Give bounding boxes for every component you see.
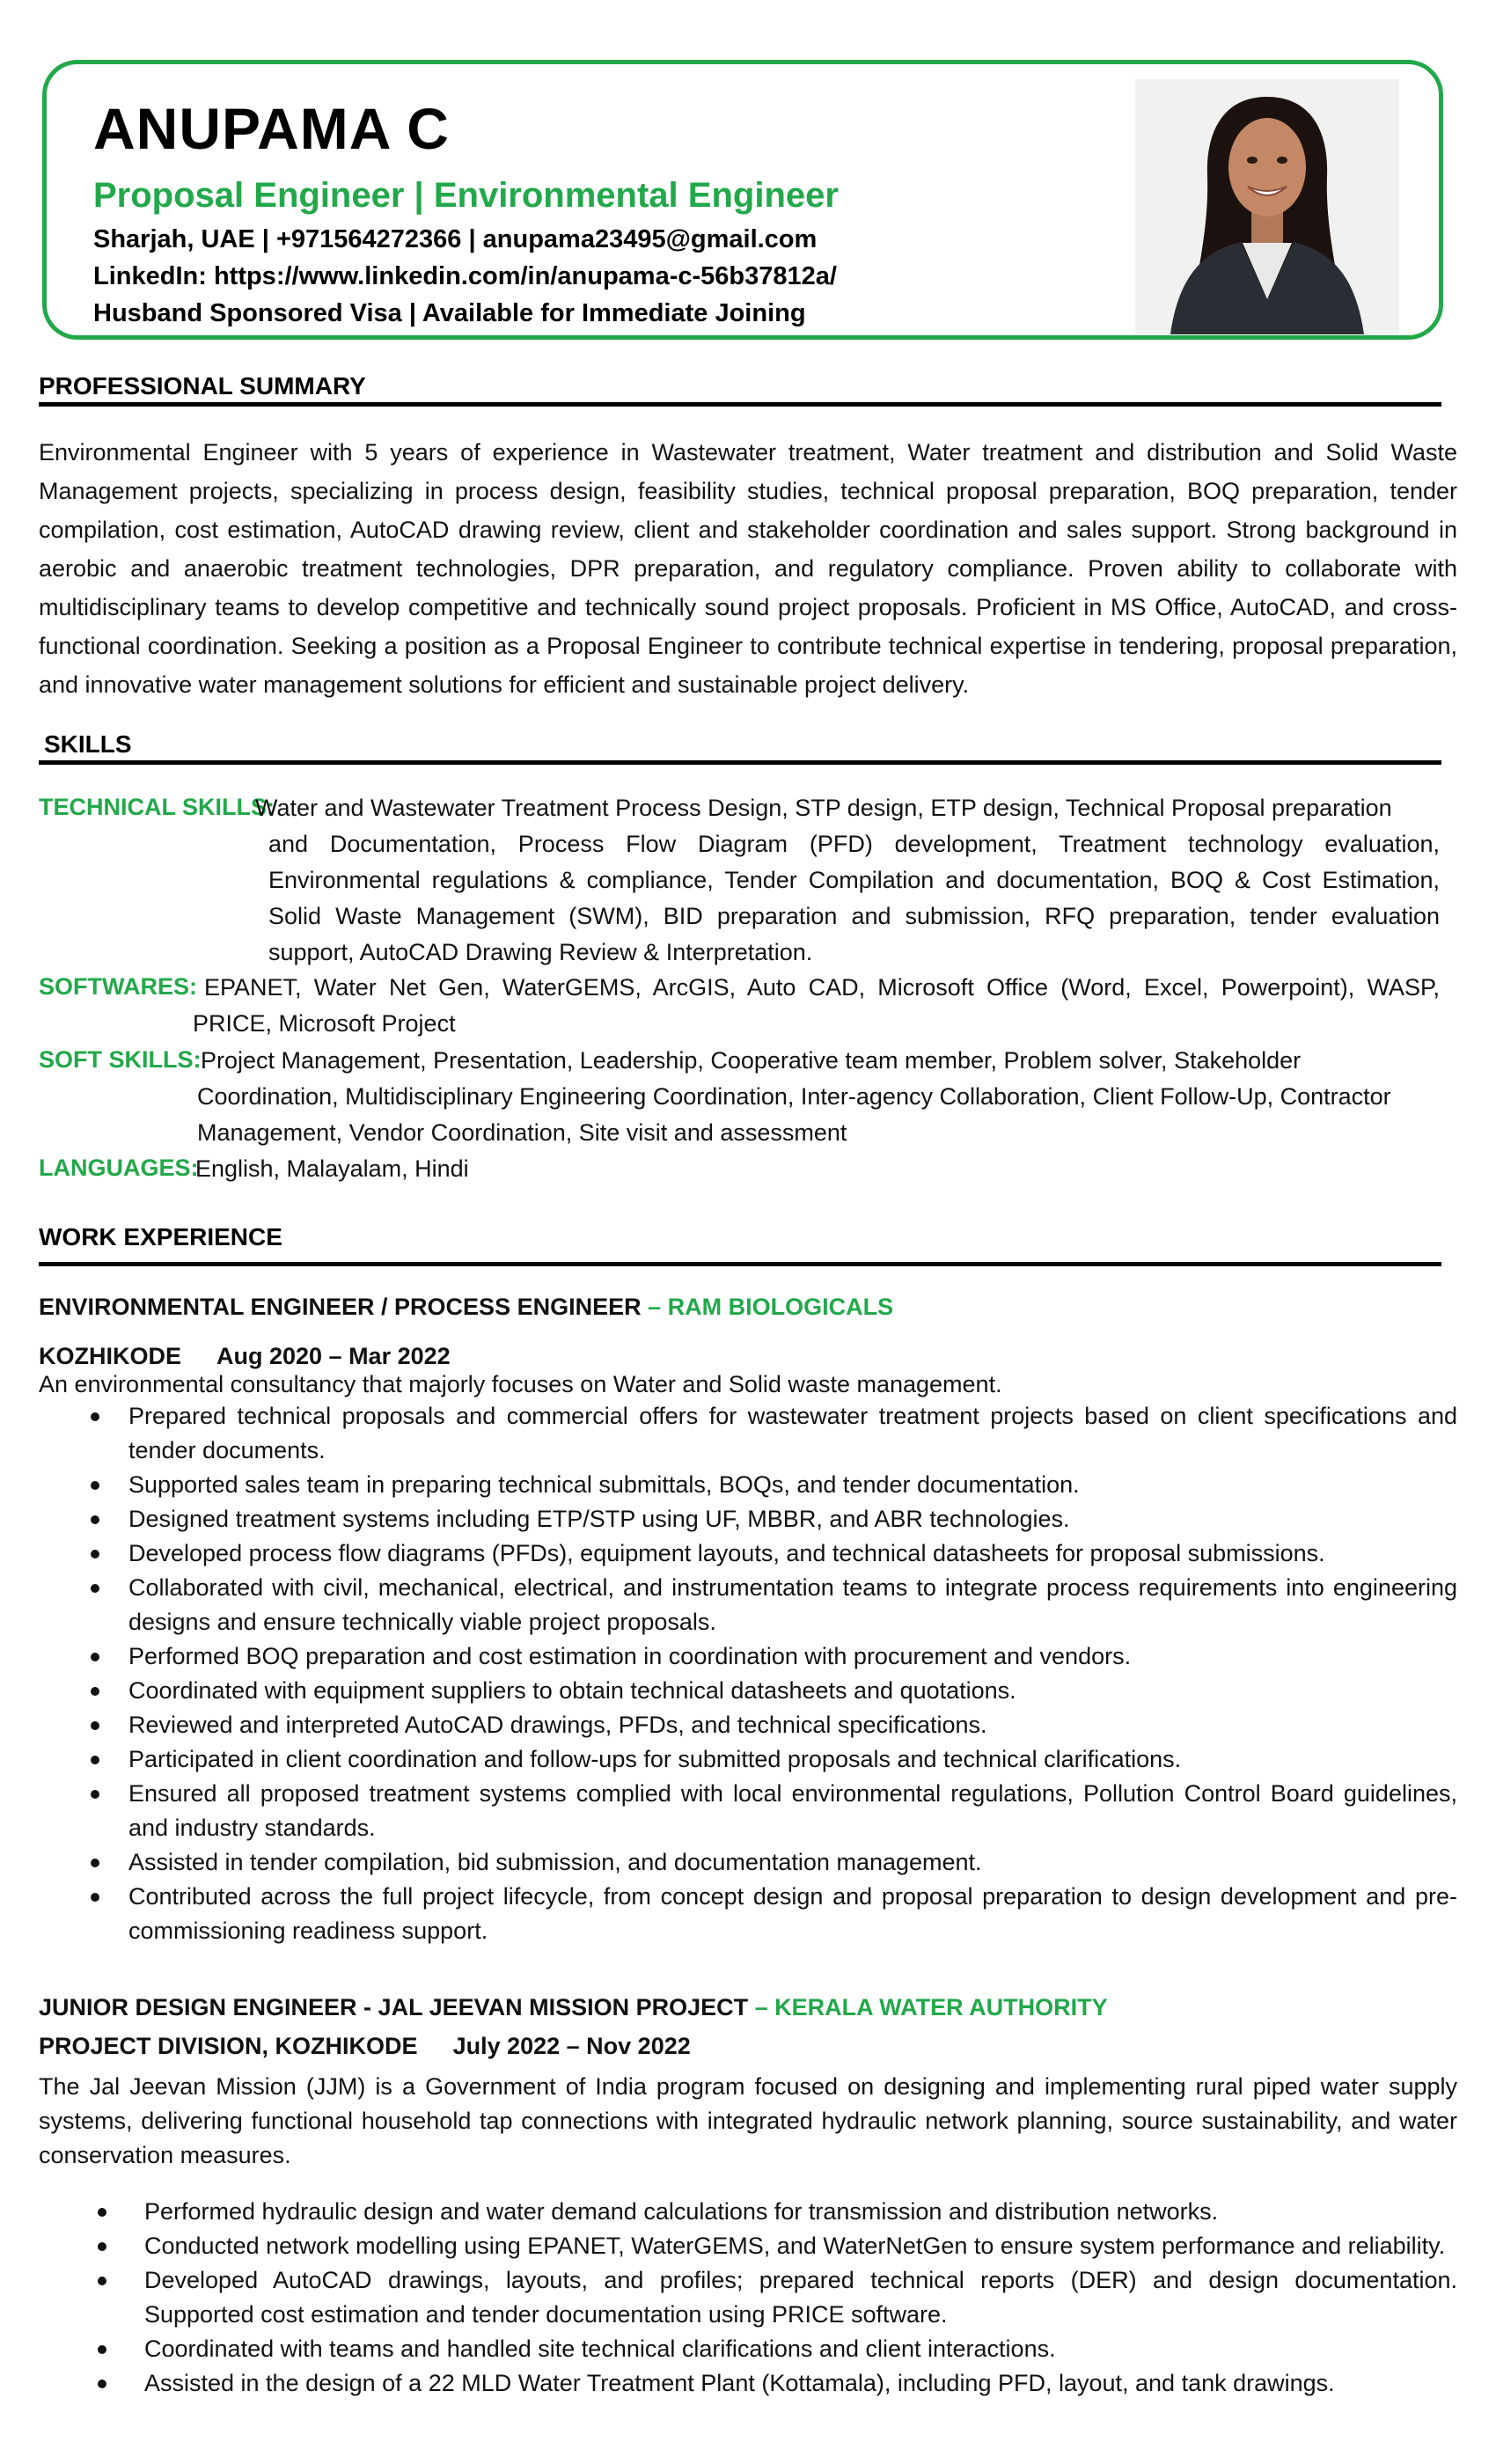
list-item: Contributed across the full project lifecycle, from concept design and proposal preparation to design development and pre-commissioning readiness support. [128, 1880, 1457, 1948]
candidate-name: ANUPAMA C [93, 96, 450, 161]
summary-text: Environmental Engineer with 5 years of experience in Wastewater treatment, Water treatment and distribution and Solid Waste Management projects, specializing in process design, feasibility studies, technical proposal preparation, BOQ preparation, tender compilation, cost estimation, AutoCAD drawing review, client and stakeholder coordination and sales support. Strong background in aerobic and anaerobic treatment technologies, DPR preparation, and regulatory compliance. Proven ability to collaborate with multidisciplinary teams to develop competitive and technically sound project proposals. Proficient in MS Office, AutoCAD, and cross-functional coordination. Seeking a position as a Proposal Engineer to contribute technical expertise in tendering, proposal preparation, and innovative water management solutions for efficient and sustainable project delivery. [39, 439, 1457, 698]
list-item: Coordinated with equipment suppliers to obtain technical datasheets and quotations. [128, 1674, 1457, 1708]
list-item: Performed hydraulic design and water demand calculations for transmission and distribution networks. [144, 2195, 1457, 2229]
list-item: Assisted in the design of a 22 MLD Water Treatment Plant (Kottamala), including PFD, layout, and tank drawings. [144, 2366, 1457, 2401]
job-1-title [39, 1294, 893, 1321]
job-2-bullets [144, 2195, 1457, 2401]
contact-line: Sharjah, UAE | +971564272366 | anupama23495@gmail.com [93, 225, 818, 253]
summary-divider [39, 402, 1441, 407]
list-item: Performed BOQ preparation and cost estimation in coordination with procurement and vendors. [128, 1639, 1457, 1674]
technical-skills-label: TECHNICAL SKILLS: [39, 794, 275, 820]
list-item: Developed process flow diagrams (PFDs), equipment layouts, and technical datasheets for proposal submissions. [128, 1536, 1457, 1571]
soft-skills-label: SOFT SKILLS: [39, 1046, 202, 1073]
job-2-meta [39, 2033, 726, 2060]
candidate-title: Proposal Engineer | Environmental Engineer [93, 176, 839, 215]
software-label: SOFTWARES: [39, 973, 197, 1000]
software-text: EPANET, Water Net Gen, WaterGEMS, ArcGIS, Auto CAD, Microsoft Office (Word, Excel, Powerpoint), WASP, PRICE, Microsoft Project [193, 974, 1440, 1037]
job-1-dates: Aug 2020 – Mar 2022 [216, 1343, 451, 1369]
languages-label: LANGUAGES: [39, 1155, 199, 1181]
list-item: Participated in client coordination and follow-ups for submitted proposals and technical clarifications. [128, 1742, 1457, 1777]
list-item: Ensured all proposed treatment systems complied with local environmental regulations, Pollution Control Board guidelines, and industry standards. [128, 1777, 1457, 1845]
linkedin-line: LinkedIn: https://www.linkedin.com/in/anupama-c-56b37812a/ [93, 262, 837, 290]
technical-skills-text: and Documentation, Process Flow Diagram (PFD) development, Treatment technology evaluation, Environmental regulations & compliance, Tender Compilation and documentation, BOQ & Cost Estimation, Solid Waste Management (SWM), BID preparation and submission, RFQ preparation, tender evaluation support, AutoCAD Drawing Review & Interpretation. [268, 831, 1440, 965]
skills-divider [39, 760, 1441, 765]
visa-line: Husband Sponsored Visa | Available for Immediate Joining [93, 299, 806, 327]
job-2-description: The Jal Jeevan Mission (JJM) is a Government of India program focused on designing and implementing rural piped water supply systems, delivering functional household tap connections with integrated hydraulic network planning, source sustainability, and water conservation measures. [39, 2073, 1457, 2168]
summary-heading: PROFESSIONAL SUMMARY [39, 372, 366, 400]
job-1-location: KOZHIKODE [39, 1343, 181, 1369]
soft-skills-text: Project Management, Presentation, Leadership, Cooperative team member, Problem solver, Stakeholder Coordination, Multidisciplinary Engineering Coordination, Inter-agency Collaboration, Client Follow-Up, Contractor Management, Vendor Coordination, Site visit and assessment [197, 1047, 1391, 1146]
list-item: Prepared technical proposals and commercial offers for wastewater treatment projects based on client specifications and tender documents. [128, 1399, 1457, 1468]
job-1-role: ENVIRONMENTAL ENGINEER / PROCESS ENGINEER [39, 1294, 642, 1320]
job-2-org: – KERALA WATER AUTHORITY [748, 1994, 1108, 2020]
experience-divider [39, 1262, 1441, 1266]
job-2-location: PROJECT DIVISION, KOZHIKODE [39, 2033, 418, 2059]
job-2-title [39, 1994, 1108, 2021]
list-item: Conducted network modelling using EPANET, WaterGEMS, and WaterNetGen to ensure system performance and reliability. [144, 2229, 1457, 2263]
skills-heading: SKILLS [44, 730, 132, 758]
profile-photo-illustration [1135, 79, 1399, 334]
job-1-bullets [128, 1399, 1457, 1948]
experience-heading: WORK EXPERIENCE [39, 1223, 282, 1250]
list-item: Developed AutoCAD drawings, layouts, and profiles; prepared technical reports (DER) and design documentation. Supported cost estimation and tender documentation using PRICE software. [144, 2263, 1457, 2332]
job-2-dates: July 2022 – Nov 2022 [452, 2033, 691, 2059]
list-item: Reviewed and interpreted AutoCAD drawings, PFDs, and technical specifications. [128, 1708, 1457, 1742]
list-item: Designed treatment systems including ETP/STP using UF, MBBR, and ABR technologies. [128, 1502, 1457, 1536]
job-1-meta [39, 1343, 486, 1370]
job-1-description: An environmental consultancy that majorly focuses on Water and Solid waste management. [39, 1371, 1002, 1397]
languages-text: English, Malayalam, Hindi [195, 1155, 469, 1182]
list-item: Supported sales team in preparing technical submittals, BOQs, and tender documentation. [128, 1468, 1457, 1502]
job-2-role: JUNIOR DESIGN ENGINEER - JAL JEEVAN MISSION PROJECT [39, 1994, 749, 2020]
job-1-org: – RAM BIOLOGICALS [641, 1294, 894, 1320]
technical-skills-first-line: Water and Wastewater Treatment Process Design, STP design, ETP design, Technical Proposal preparation [255, 795, 1392, 821]
list-item: Assisted in tender compilation, bid submission, and documentation management. [128, 1845, 1457, 1880]
list-item: Collaborated with civil, mechanical, electrical, and instrumentation teams to integrate process requirements into engineering designs and ensure technically viable project proposals. [128, 1571, 1457, 1639]
profile-photo [1135, 79, 1399, 334]
list-item: Coordinated with teams and handled site technical clarifications and client interactions. [144, 2332, 1457, 2366]
